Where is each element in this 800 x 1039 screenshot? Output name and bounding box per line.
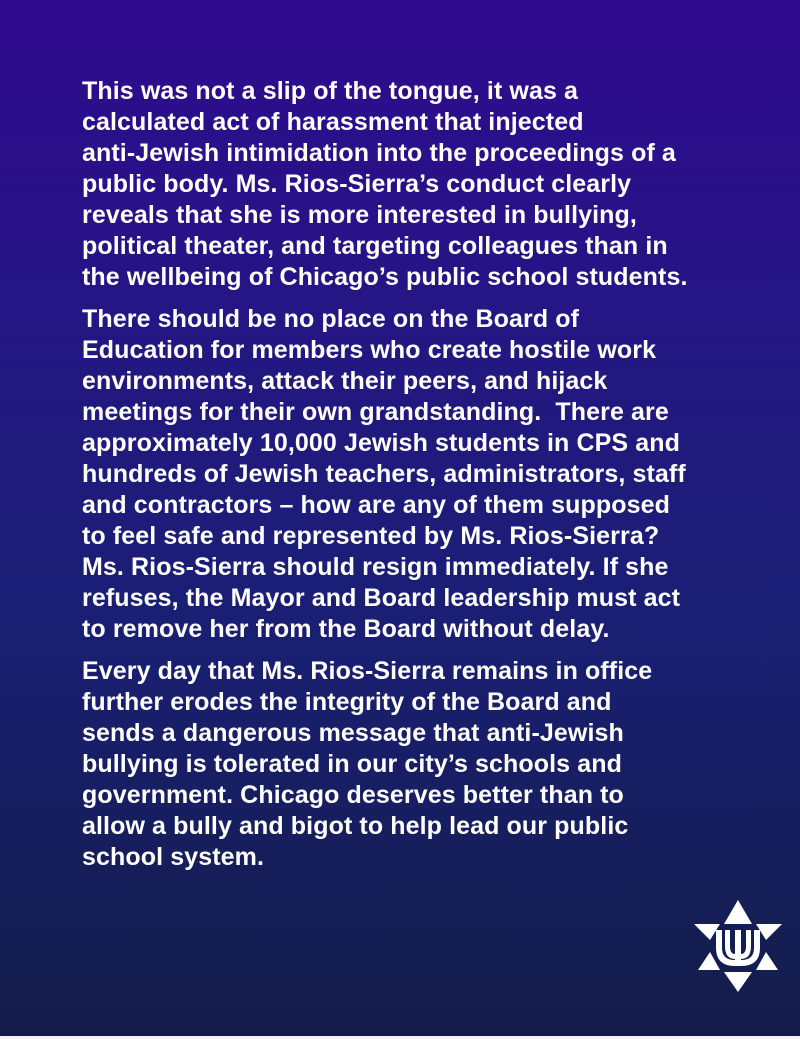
paragraph-line: political theater, and targeting colleagues than in <box>82 232 668 260</box>
statement-paragraph-3 <box>82 656 772 873</box>
paragraph-line: to feel safe and represented by Ms. Rios-Sierra? <box>82 522 660 550</box>
paragraph-line: the wellbeing of Chicago’s public school students. <box>82 263 688 291</box>
paragraph-line: Education for members who create hostile work <box>82 336 657 364</box>
paragraph-line: school system. <box>82 843 265 871</box>
paragraph-line: reveals that she is more interested in bullying, <box>82 201 637 229</box>
paragraph-line: refuses, the Mayor and Board leadership must act <box>82 584 681 612</box>
paragraph-line: bullying is tolerated in our city’s schools and <box>82 750 622 778</box>
paragraph-line: government. Chicago deserves better than to <box>82 781 624 809</box>
paragraph-line: There should be no place on the Board of <box>82 305 580 333</box>
paragraph-line: meetings for their own grandstanding. There are <box>82 398 669 426</box>
star-of-david-menorah-icon <box>690 900 786 992</box>
paragraph-line: Ms. Rios-Sierra should resign immediately. If she <box>82 553 669 581</box>
paragraph-line: sends a dangerous message that anti-Jewish <box>82 719 624 747</box>
paragraph-line: calculated act of harassment that injected <box>82 108 584 136</box>
paragraph-line: environments, attack their peers, and hijack <box>82 367 608 395</box>
paragraph-line: further erodes the integrity of the Board and <box>82 688 612 716</box>
paragraph-line: This was not a slip of the tongue, it was a <box>82 77 579 105</box>
paragraph-line: hundreds of Jewish teachers, administrators, staff <box>82 460 686 488</box>
paragraph-line: and contractors – how are any of them supposed <box>82 491 671 519</box>
paragraph-line: anti-Jewish intimidation into the proceedings of a <box>82 139 676 167</box>
statement-paragraph-1 <box>82 76 772 293</box>
statement-text <box>82 76 772 884</box>
paragraph-line: public body. Ms. Rios-Sierra’s conduct clearly <box>82 170 632 198</box>
paragraph-line: to remove her from the Board without delay. <box>82 615 610 643</box>
paragraph-line: allow a bully and bigot to help lead our public <box>82 812 629 840</box>
paragraph-line: Every day that Ms. Rios-Sierra remains in office <box>82 657 653 685</box>
paragraph-line: approximately 10,000 Jewish students in CPS and <box>82 429 680 457</box>
statement-paragraph-2 <box>82 304 772 645</box>
